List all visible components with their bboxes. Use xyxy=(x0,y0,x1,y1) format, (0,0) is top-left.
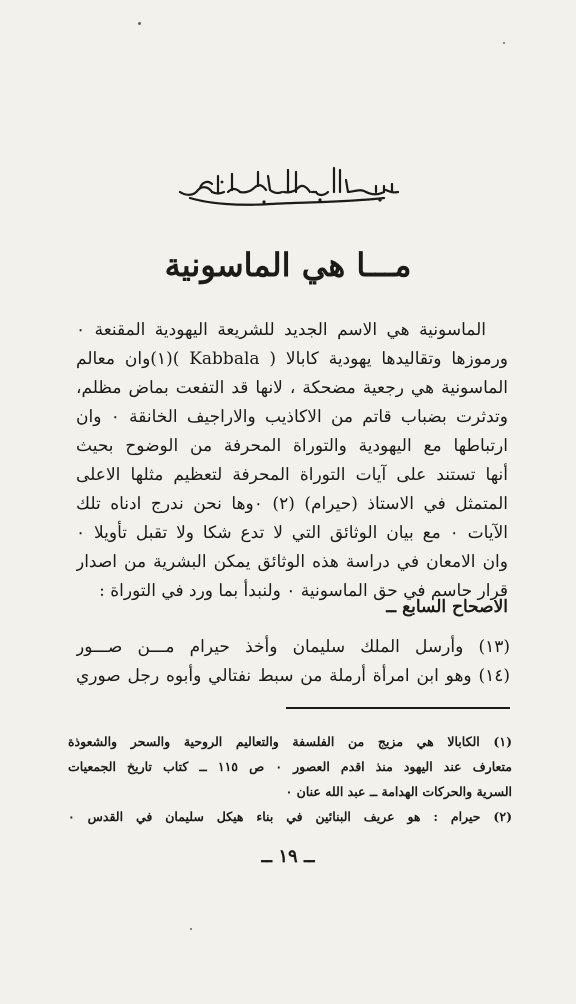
page-number: ــ ١٩ ــ xyxy=(261,846,315,867)
footnote-line: (١) الكابالا هي مزيج من الفلسفة والتعاليم الروحية والسحر والشعوذة xyxy=(68,734,512,749)
print-speck xyxy=(503,42,505,44)
footnote-line: السرية والحركات الهدامة ــ عبد الله عنان ٠ xyxy=(285,784,512,799)
print-speck xyxy=(138,22,141,25)
paragraph-line: وتدثرت بضباب قاتم من الاكاذيب والاراجيف الخانقة ٠ وان xyxy=(76,407,508,427)
footnote-line: (٢) حيرام : هو عريف البنائين في بناء هيكل سليمان في القدس ٠ xyxy=(68,809,512,824)
footnotes xyxy=(68,729,512,829)
paragraph-line: الماسونية هي رجعية مضحكة ، لانها قد التفعت بماض مظلم، xyxy=(76,378,508,398)
paragraph-line: المتمثل في الاستاذ (حيرام) (٢) ٠وها نحن ندرج ادناه تلك xyxy=(76,494,508,514)
section-heading: الاصحاح السابع ــ xyxy=(386,597,508,617)
print-speck xyxy=(190,928,192,930)
paragraph-line: ورموزها وتقاليدها يهودية كابالا ( Kabbala )(١)وان معالم xyxy=(76,349,508,369)
footnote-line: متعارف عند اليهود منذ اقدم العصور ٠ ص ١١٥ ــ كتاب تاريخ الجمعيات xyxy=(68,759,512,774)
paragraph-line: وان الامعان في دراسة هذه الوثائق يمكن البشرية من اصدار xyxy=(76,552,508,572)
basmala-calligraphy xyxy=(170,162,406,210)
footnote-divider xyxy=(286,707,510,709)
verse-line: (١٤) وهو ابن امرأة أرملة من سبط نفتالي وأبوه رجل صوري xyxy=(76,666,510,686)
paragraph-line: ارتباطها مع اليهودية والتوراة المحرفة من الوضوح بحيث xyxy=(76,436,508,456)
verse-line: (١٣) وأرسل الملك سليمان وأخذ حيرام مـــن صـــور xyxy=(76,637,510,657)
paragraph-line: الماسونية هي الاسم الجديد للشريعة اليهودية المقنعة ٠ xyxy=(76,320,486,340)
chapter-title: مـــا هي الماسونية xyxy=(164,246,412,284)
main-paragraph xyxy=(76,316,508,606)
verse-list xyxy=(76,633,510,691)
paragraph-line: الآيات ٠ مع بيان الوثائق التي لا تدع شكا ولا تقبل تأويلا ٠ xyxy=(76,523,508,543)
paragraph-line: قرار حاسم في حق الماسونية ٠ ولنبدأ بما ورد في التوراة : xyxy=(99,581,508,601)
paragraph-line: أنها تستند على آيات التوراة المحرفة لتعظيم مثلها الاعلى xyxy=(76,465,508,485)
